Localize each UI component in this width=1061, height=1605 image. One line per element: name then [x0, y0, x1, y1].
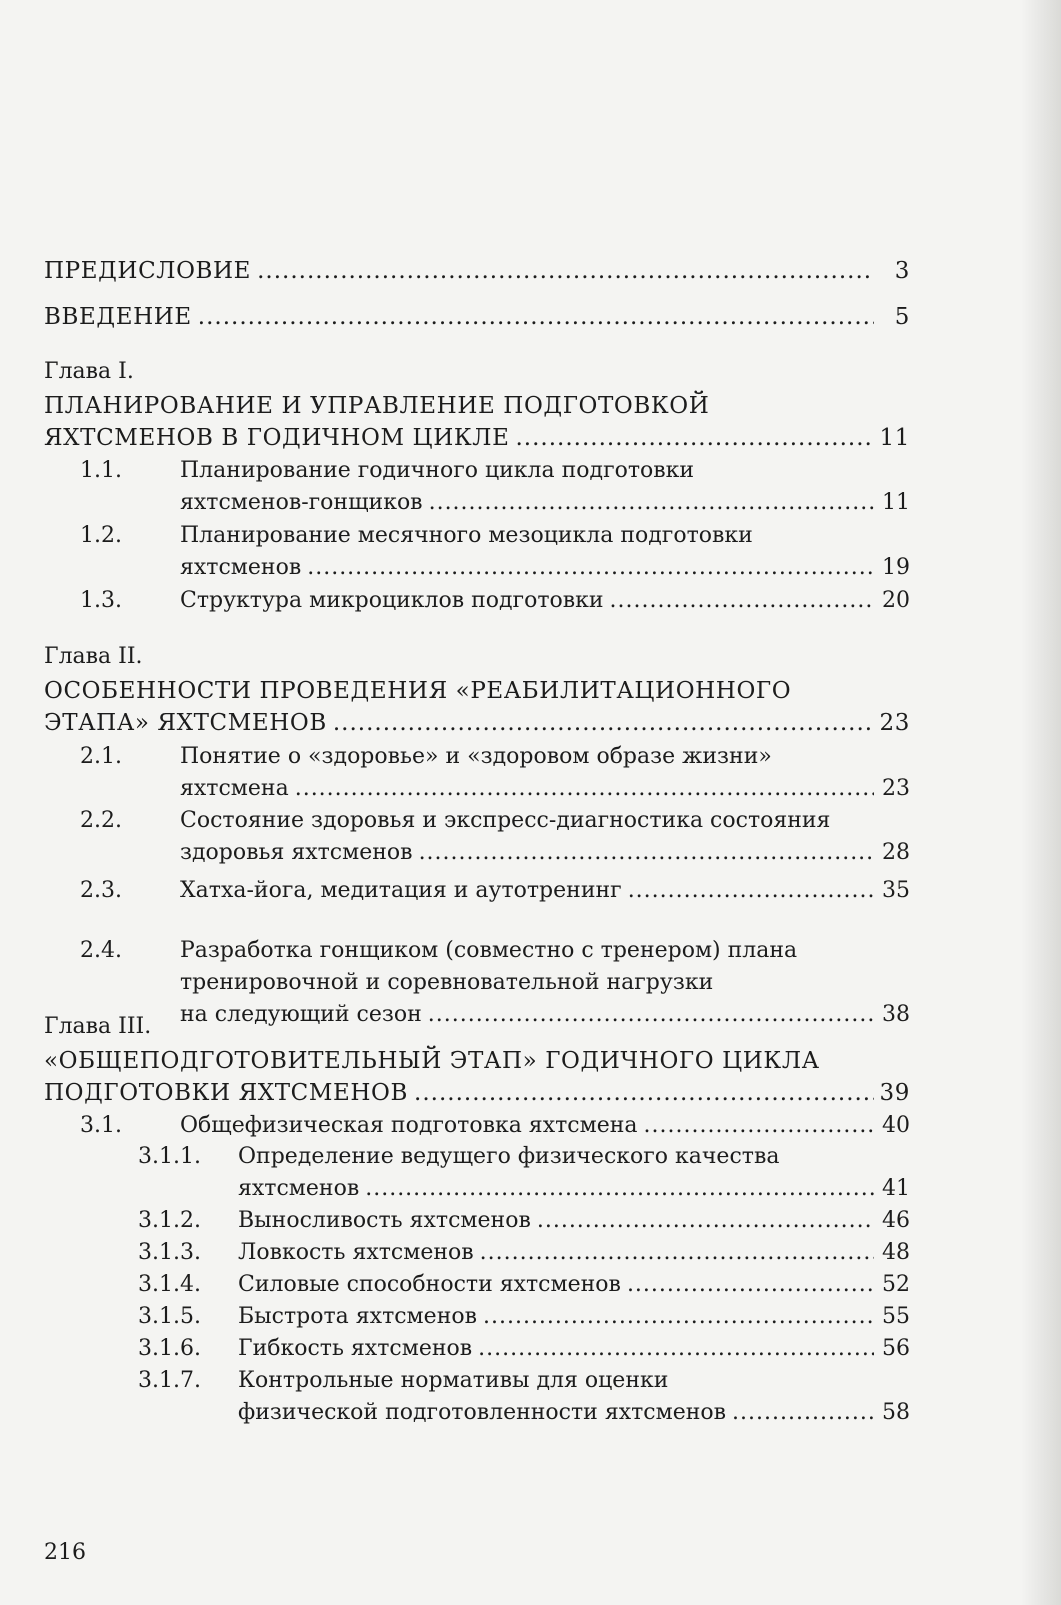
dot-leader: [480, 1237, 874, 1269]
toc-entry-title-line: ОСОБЕННОСТИ ПРОВЕДЕНИЯ «РЕАБИЛИТАЦИОННОГО: [44, 678, 792, 704]
toc-entry-number: 3.1.7.: [138, 1368, 201, 1393]
toc-page-number: 11: [882, 490, 910, 515]
toc-entry-title-line: Разработка гонщиком (совместно с тренером) плана: [180, 938, 798, 963]
toc-entry-title: [44, 390, 910, 454]
toc-page-number: 23: [879, 710, 910, 736]
toc-subsection-entry: [44, 1110, 910, 1142]
dot-leader: [429, 487, 874, 519]
toc-entry-number: 1.1.: [80, 458, 122, 483]
toc-entry-title: [238, 1205, 910, 1237]
toc-page-number: 46: [882, 1208, 910, 1233]
toc-entry-title: [44, 675, 910, 739]
toc-entry-title-line: Планирование месячного мезоцикла подготовки: [180, 523, 753, 548]
toc-page-number: 40: [882, 1113, 910, 1138]
toc-entry-title-line: Контрольные нормативы для оценки: [238, 1368, 669, 1393]
dot-leader: [483, 1301, 874, 1333]
toc-entry-title: [180, 585, 910, 617]
dot-leader: [627, 1269, 874, 1301]
toc-entry-title-line: яхтсменов: [238, 1176, 360, 1201]
toc-entry-title: [180, 805, 910, 869]
toc-page-number: 35: [882, 878, 910, 903]
toc-entry-title-line: Хатха-йога, медитация и аутотренинг: [180, 878, 622, 903]
dot-leader: [365, 1173, 874, 1205]
dot-leader: [419, 837, 874, 869]
toc-page-number: 5: [894, 304, 910, 330]
toc-entry-title-line: здоровья яхтсменов: [180, 840, 413, 865]
toc-subsection-entry: [44, 875, 910, 907]
page-number: 216: [44, 1540, 86, 1565]
toc-entry-number: 1.2.: [80, 523, 122, 548]
toc-entry-title: [238, 1269, 910, 1301]
toc-page-number: 11: [879, 425, 910, 451]
toc-page-number: 39: [879, 1080, 910, 1106]
toc-page-number: 23: [882, 776, 910, 801]
toc-entry-title-line: Силовые способности яхтсменов: [238, 1272, 621, 1297]
chapter-label: Глава III.: [44, 1014, 152, 1039]
toc-entry-title: [238, 1141, 910, 1205]
toc-entry-title-line: ПРЕДИСЛОВИЕ: [44, 258, 252, 284]
toc-entry-title-line: ЭТАПА» ЯХТСМЕНОВ: [44, 710, 327, 736]
toc-entry-title: [44, 301, 910, 333]
toc-subsection-entry: [44, 741, 910, 805]
dot-leader: [644, 1110, 875, 1142]
chapter-label: Глава II.: [44, 644, 143, 669]
toc-entry-number: 3.1.1.: [138, 1144, 201, 1169]
dot-leader: [628, 875, 874, 907]
dot-leader: [515, 422, 873, 454]
toc-entry-title-line: Состояние здоровья и экспресс-диагностика состояния: [180, 808, 831, 833]
toc-page-number: 48: [882, 1240, 910, 1265]
toc-page-number: 20: [882, 588, 910, 613]
toc-subsection-entry: [44, 1301, 910, 1333]
toc-entry-title-line: ВВЕДЕНИЕ: [44, 304, 192, 330]
toc-entry-title: [180, 875, 910, 907]
toc-section-entry: [44, 675, 910, 739]
dot-leader: [478, 1333, 874, 1365]
toc-entry-title-line: Быстрота яхтсменов: [238, 1304, 477, 1329]
toc-subsection-entry: [44, 1205, 910, 1237]
toc-entry-number: 3.1.6.: [138, 1336, 201, 1361]
toc-entry-title-line: Выносливость яхтсменов: [238, 1208, 531, 1233]
toc-entry-title-line: яхтсменов: [180, 555, 302, 580]
toc-subsection-entry: [44, 1237, 910, 1269]
toc-page-number: 3: [894, 258, 910, 284]
dot-leader: [257, 255, 874, 287]
toc-entry-title-line: ЯХТСМЕНОВ В ГОДИЧНОМ ЦИКЛЕ: [44, 425, 510, 451]
toc-entry-number: 3.1.5.: [138, 1304, 201, 1329]
toc-subsection-entry: [44, 1333, 910, 1365]
toc-section-entry: [44, 390, 910, 454]
toc-subsection-entry: [44, 455, 910, 519]
toc-page-number: 38: [882, 1002, 910, 1027]
toc-entry-title: [180, 741, 910, 805]
toc-entry-title-line: тренировочной и соревновательной нагрузки: [180, 970, 714, 995]
dot-leader: [307, 552, 874, 584]
chapter-label: Глава I.: [44, 359, 134, 384]
toc-entry-title: [180, 520, 910, 584]
toc-page-number: 19: [882, 555, 910, 580]
toc-entry-title: [238, 1301, 910, 1333]
toc-entry-title: [238, 1365, 910, 1429]
toc-entry-title-line: Общефизическая подготовка яхтсмена: [180, 1113, 638, 1138]
toc-entry-number: 2.2.: [80, 808, 122, 833]
toc-entry-title-line: яхтсменов-гонщиков: [180, 490, 423, 515]
toc-entry-title: [44, 1045, 910, 1109]
toc-entry-title: [180, 455, 910, 519]
toc-subsection-entry: [44, 520, 910, 584]
toc-entry-title-line: физической подготовленности яхтсменов: [238, 1400, 727, 1425]
dot-leader: [537, 1205, 874, 1237]
dot-leader: [198, 301, 874, 333]
toc-entry-title-line: Гибкость яхтсменов: [238, 1336, 473, 1361]
dot-leader: [295, 773, 874, 805]
toc-entry-title-line: ПОДГОТОВКИ ЯХТСМЕНОВ: [44, 1080, 409, 1106]
toc-entry-title: [44, 255, 910, 287]
toc-entry-title: [238, 1333, 910, 1365]
toc-entry-number: 3.1.3.: [138, 1240, 201, 1265]
toc-entry-title-line: Структура микроциклов подготовки: [180, 588, 604, 613]
toc-page-number: 52: [882, 1272, 910, 1297]
toc-entry-title-line: ПЛАНИРОВАНИЕ И УПРАВЛЕНИЕ ПОДГОТОВКОЙ: [44, 393, 710, 419]
toc-entry-title-line: «ОБЩЕПОДГОТОВИТЕЛЬНЫЙ ЭТАП» ГОДИЧНОГО ЦИКЛА: [44, 1048, 820, 1074]
toc-subsection-entry: [44, 1141, 910, 1205]
toc-page-number: 58: [882, 1400, 910, 1425]
toc-entry-title: [238, 1237, 910, 1269]
page-edge-shadow: [1021, 0, 1061, 1605]
toc-subsection-entry: [44, 1269, 910, 1301]
dot-leader: [414, 1077, 874, 1109]
toc-entry-number: 3.1.2.: [138, 1208, 201, 1233]
toc-entry-title-line: Ловкость яхтсменов: [238, 1240, 474, 1265]
toc-section-entry: [44, 255, 910, 287]
dot-leader: [610, 585, 874, 617]
dot-leader: [732, 1397, 874, 1429]
toc-entry-title-line: Понятие о «здоровье» и «здоровом образе жизни»: [180, 744, 772, 769]
toc-subsection-entry: [44, 805, 910, 869]
toc-page-number: 41: [882, 1176, 910, 1201]
toc-subsection-entry: [44, 585, 910, 617]
toc-page-number: 56: [882, 1336, 910, 1361]
toc-entry-number: 2.4.: [80, 938, 122, 963]
toc-entry-title-line: яхтсмена: [180, 776, 289, 801]
toc-entry-title-line: Планирование годичного цикла подготовки: [180, 458, 695, 483]
toc-entry-number: 3.1.4.: [138, 1272, 201, 1297]
toc-entry-title: [180, 1110, 910, 1142]
toc-entry-title-line: на следующий сезон: [180, 1002, 422, 1027]
toc-entry-title-line: Определение ведущего физического качества: [238, 1144, 780, 1169]
toc-section-entry: [44, 1045, 910, 1109]
toc-entry-number: 1.3.: [80, 588, 122, 613]
toc-page-number: 55: [882, 1304, 910, 1329]
toc-section-entry: [44, 301, 910, 333]
dot-leader: [333, 707, 874, 739]
toc-entry-number: 2.3.: [80, 878, 122, 903]
toc-entry-number: 3.1.: [80, 1113, 122, 1138]
toc-subsection-entry: [44, 1365, 910, 1429]
toc-page-number: 28: [882, 840, 910, 865]
toc-entry-number: 2.1.: [80, 744, 122, 769]
